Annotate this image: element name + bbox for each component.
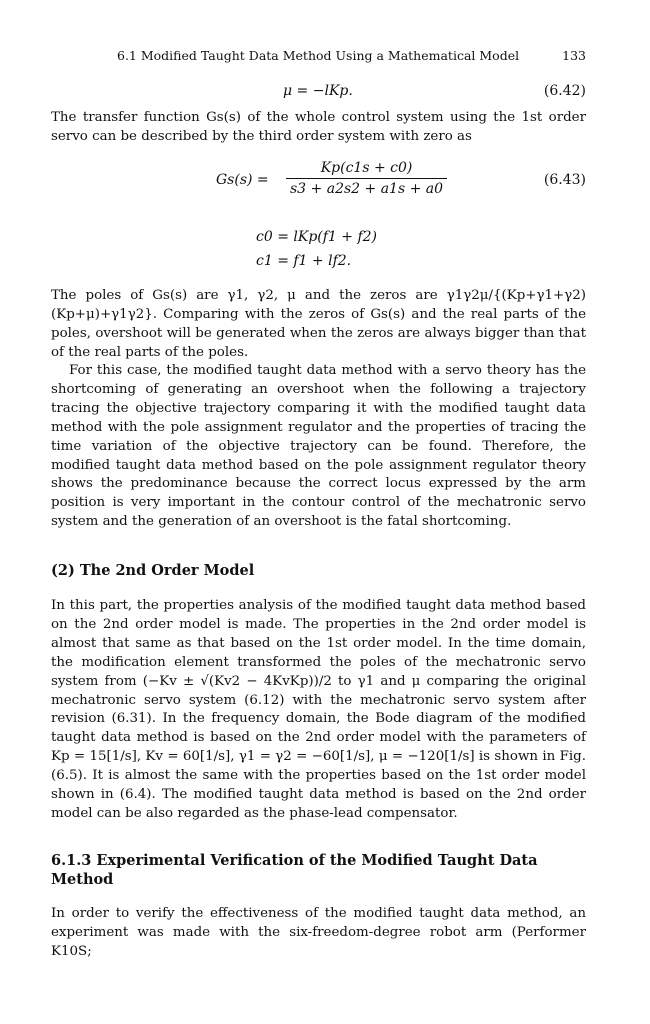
paragraph-experimental-verification: In order to verify the effectiveness of the modified taught data method, an experiment was made with the six-freedom-degree robot arm (Performer K10S;	[51, 906, 586, 959]
equation-lhs: Gs(s) =	[216, 172, 269, 188]
section-heading-6-1-3: 6.1.3 Experimental Verification of the Modified Taught Data Method	[51, 852, 538, 888]
subsection-heading-2nd-order: (2) The 2nd Order Model	[51, 562, 255, 579]
equation-number: (6.43)	[543, 172, 586, 188]
paragraph-poles-zeros: The poles of Gs(s) are γ1, γ2, μ and the zeros are γ1γ2μ/{(Kp+γ1+γ2)(Kp+μ)+γ1γ2}. Comparing with the zeros of Gs(s) and the real parts of the poles, overshoot will be generated when the zeros are always bigger than that of the real parts of the poles.	[51, 288, 586, 360]
equation-expression: c1 = f1 + lf2.	[256, 253, 352, 269]
page-number: 133	[562, 48, 586, 63]
equation-number: (6.42)	[543, 83, 586, 99]
fraction-denominator: s3 + a2s2 + a1s + a0	[290, 181, 444, 197]
equation-expression: μ = −lKp.	[283, 83, 353, 99]
paragraph-2nd-order-model: In this part, the properties analysis of the modified taught data method based on the 2nd order model is made. The properties in the 2nd order model is almost that same as that based on the 1st order model. In the time domain, the modification element transformed the poles of the mechatronic servo system from (−Kv ± √(Kv2 − 4KvKp))/2 to γ1 and μ comparing the original mechatronic servo system (6.12) with the mechatronic servo system after revision (6.31). In the frequency domain, the Bode diagram of the modified taught data method is based on the 2nd order model with the parameters of Kp = 15[1/s], Kv = 60[1/s], γ1 = γ2 = −60[1/s], μ = −120[1/s] is shown in Fig. (6.5). It is almost the same with the properties based on the 1st order model shown in (6.4). The modified taught data method is based on the 2nd order model can be also regarded as the phase-lead compensator.	[51, 598, 586, 821]
paragraph-servo-theory: For this case, the modified taught data method with a servo theory has the shortcoming of generating an overshoot when the following a trajectory tracing the objective trajectory comparing it with the modified taught data method with the pole assignment regulator and the properties of tracing the time variation of the objective trajectory can be found. Therefore, the modified taught data method based on the pole assignment regulator theory shows the predominance because the correct locus expressed by the arm position is very important in the contour control of the mechatronic servo system and the generation of an overshoot is the fatal shortcoming.	[51, 363, 586, 530]
equation-expression: c0 = lKp(f1 + f2)	[256, 229, 378, 245]
paragraph-transfer-function: The transfer function Gs(s) of the whole control system using the 1st order servo can be described by the third order system with zero as	[51, 110, 586, 144]
equation-fraction	[286, 160, 447, 197]
running-head	[117, 48, 586, 63]
fraction-numerator: Kp(c1s + c0)	[286, 160, 447, 179]
section-title: 6.1 Modified Taught Data Method Using a Mathematical Model	[117, 48, 520, 63]
equation-6-43	[51, 160, 586, 206]
